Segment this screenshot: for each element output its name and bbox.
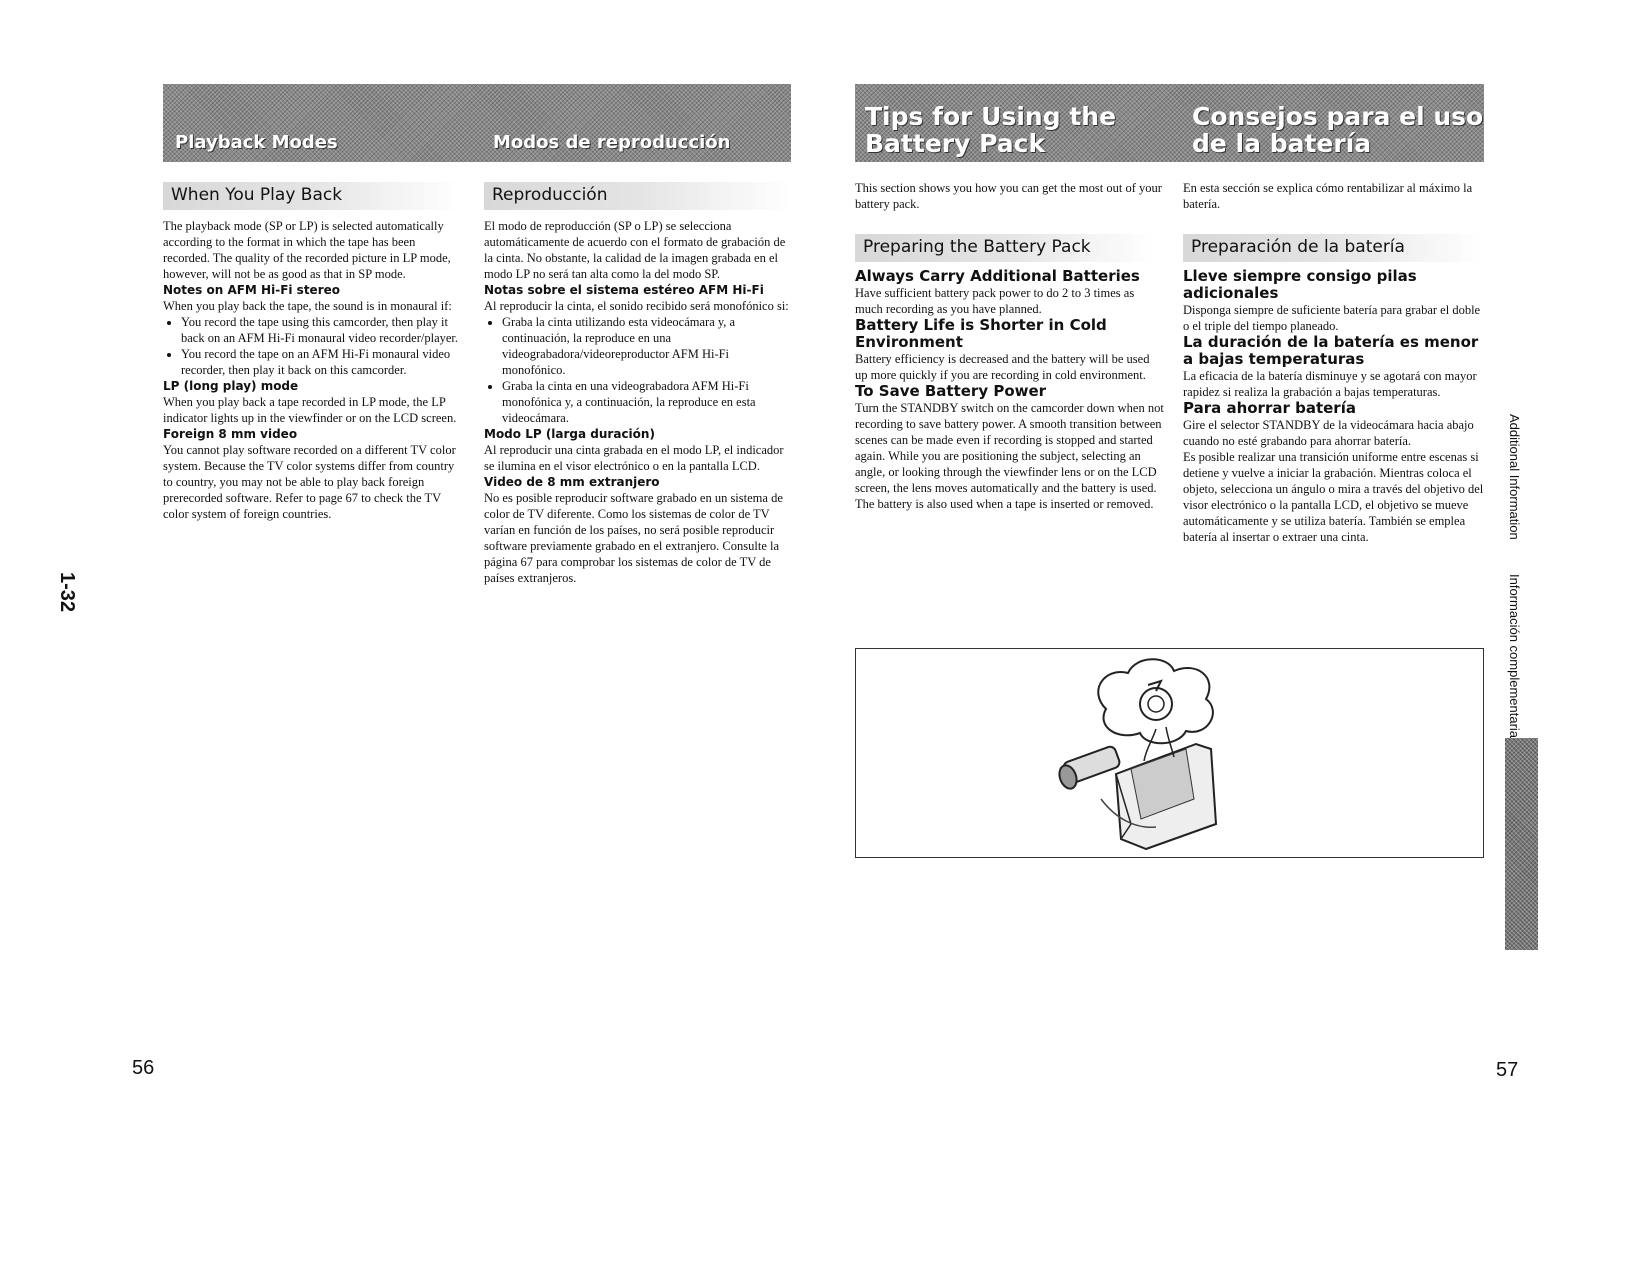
foreign-text: No es posible reproducir software grabado en un sistema de color de TV diferente. Como los sistemas de color de TV varían en función de los países, no será posible reproducir software previamente grabado en el extranjero. Consulte la página 67 para comprobar los sistemas de color de TV de países extranjeros. <box>484 491 783 585</box>
tip-heading: Battery Life is Shorter in Cold Environment <box>855 316 1107 351</box>
intro-text: This section shows you how you can get the most out of your battery pack. <box>855 181 1162 211</box>
left-banner-title-es: Modos de reproducción <box>493 132 731 153</box>
afm-heading: Notes on AFM Hi-Fi stereo <box>163 283 340 297</box>
tip-text: Disponga siempre de suficiente batería para grabar el doble o el triple del tiempo planeado. <box>1183 303 1481 333</box>
afm-heading: Notas sobre el sistema estéreo AFM Hi-Fi <box>484 283 764 297</box>
section-tab <box>1505 738 1538 950</box>
left-english-column <box>163 218 461 522</box>
intro-text: En esta sección se explica cómo rentabilizar al máximo la batería. <box>1183 181 1473 211</box>
battery-subhead-es <box>1183 234 1483 262</box>
tip-heading: La duración de la batería es menor a bajas temperaturas <box>1183 333 1479 368</box>
subhead-es <box>484 182 791 210</box>
battery-subhead-es-label: Preparación de la batería <box>1191 237 1405 257</box>
right-banner <box>855 84 1484 162</box>
right-banner-title-es-2: de la batería <box>1192 129 1372 158</box>
lp-text: Al reproducir una cinta grabada en el modo LP, el indicador se ilumina en el visor electrónico o en la pantalla LCD. <box>484 443 784 473</box>
intro-text: The playback mode (SP or LP) is selected automatically according to the format in which the tape has been recorded. The quality of the recorded picture in LP mode, however, will not be as good as that in SP mode. <box>163 219 451 281</box>
left-spanish-column <box>484 218 791 586</box>
illustration-frame <box>855 648 1484 858</box>
tip-text: Es posible realizar una transición uniforme entre escenas si detiene y vuelve a iniciar la grabación. Mientras coloca el objeto, selecciona un ángulo o mira a través del objetivo del visor electrónico o la pantalla LCD, el objetivo se mueve automáticamente y se utiliza batería. También se emplea batería al insertar o extraer una cinta. <box>1183 450 1484 544</box>
side-page-label: 1-32 <box>56 572 78 613</box>
intro-text: El modo de reproducción (SP o LP) se selecciona automáticamente de acuerdo con el formato de grabación de la cinta. No obstante, la calidad de la imagen grabada en el modo LP no será tan alta como la del modo SP. <box>484 219 786 281</box>
list-item: • Graba la cinta utilizando esta videocámara y, a continuación, la reproduce en una videograbadora/videoreproductor AFM Hi-Fi monofónico. <box>502 314 791 378</box>
tip-heading: Para ahorrar batería <box>1183 399 1356 417</box>
side-tab-label-es: Información complementaria <box>1507 574 1522 739</box>
battery-subhead-en <box>855 234 1155 262</box>
battery-subhead-en-label: Preparing the Battery Pack <box>863 237 1091 257</box>
right-banner-title-es-1: Consejos para el uso <box>1192 102 1484 131</box>
afm-list <box>484 314 791 426</box>
side-tab-label-en: Additional Information <box>1507 414 1522 540</box>
right-banner-title-en-1: Tips for Using the <box>865 102 1117 131</box>
tip-text: Battery efficiency is decreased and the battery will be used up more quickly if you are recording in cold environment. <box>855 352 1150 382</box>
list-item: • Graba la cinta en una videograbadora AFM Hi-Fi monofónica y, a continuación, la reproduce en esta videocámara. <box>502 378 791 426</box>
right-banner-title-en-2: Battery Pack <box>865 129 1046 158</box>
foreign-heading: Foreign 8 mm video <box>163 427 298 441</box>
left-banner <box>163 84 791 162</box>
tip-text: Have sufficient battery pack power to do 2 to 3 times as much recording as you have planned. <box>855 286 1135 316</box>
lp-heading: Modo LP (larga duración) <box>484 427 655 441</box>
subhead-en <box>163 182 461 210</box>
camcorder-illustration <box>856 649 1485 859</box>
afm-text: Al reproducir la cinta, el sonido recibido será monofónico si: <box>484 299 789 313</box>
tip-heading: Lleve siempre consigo pilas adicionales <box>1183 267 1417 302</box>
tip-text: La eficacia de la batería disminuye y se agotará con mayor rapidez si realiza la grabación a bajas temperaturas. <box>1183 369 1477 399</box>
foreign-text: You cannot play software recorded on a different TV color system. Because the TV color systems differ from country to country, you may not be able to play back foreign prerecorded software. Refer to page 67 to check the TV color system of foreign countries. <box>163 443 456 521</box>
list-item: • You record the tape on an AFM Hi-Fi monaural video recorder, then play it back on this camcorder. <box>181 346 461 378</box>
lp-heading: LP (long play) mode <box>163 379 299 393</box>
right-intro-en <box>855 180 1165 212</box>
right-page-number: 57 <box>1496 1059 1519 1081</box>
tip-text: Gire el selector STANDBY de la videocámara hacia abajo cuando no esté grabando para ahorrar batería. <box>1183 418 1474 448</box>
tip-text: Turn the STANDBY switch on the camcorder down when not recording to save battery power. A smooth transition between scenes can be made even if recording is stopped and started again. While you are positioning the subject, selecting an angle, or looking through the viewfinder lens or on the LCD screen, the lens moves automatically and the battery is used. The battery is also used when a tape is inserted or removed. <box>855 401 1164 511</box>
afm-text: When you play back the tape, the sound is in monaural if: <box>163 299 452 313</box>
right-spanish-column <box>1183 268 1488 545</box>
subhead-es-label: Reproducción <box>492 185 608 205</box>
right-intro-es <box>1183 180 1483 212</box>
lp-text: When you play back a tape recorded in LP mode, the LP indicator lights up in the viewfinder or on the LCD screen. <box>163 395 457 425</box>
subhead-en-label: When You Play Back <box>171 185 343 205</box>
afm-list <box>163 314 461 378</box>
tip-heading: Always Carry Additional Batteries <box>855 267 1140 285</box>
left-page-number: 56 <box>132 1057 155 1079</box>
right-english-column <box>855 268 1165 512</box>
list-item: • You record the tape using this camcorder, then play it back on an AFM Hi-Fi monaural video recorder/player. <box>181 314 461 346</box>
tip-heading: To Save Battery Power <box>855 382 1047 400</box>
left-banner-title-en: Playback Modes <box>175 132 338 153</box>
foreign-heading: Video de 8 mm extranjero <box>484 475 660 489</box>
